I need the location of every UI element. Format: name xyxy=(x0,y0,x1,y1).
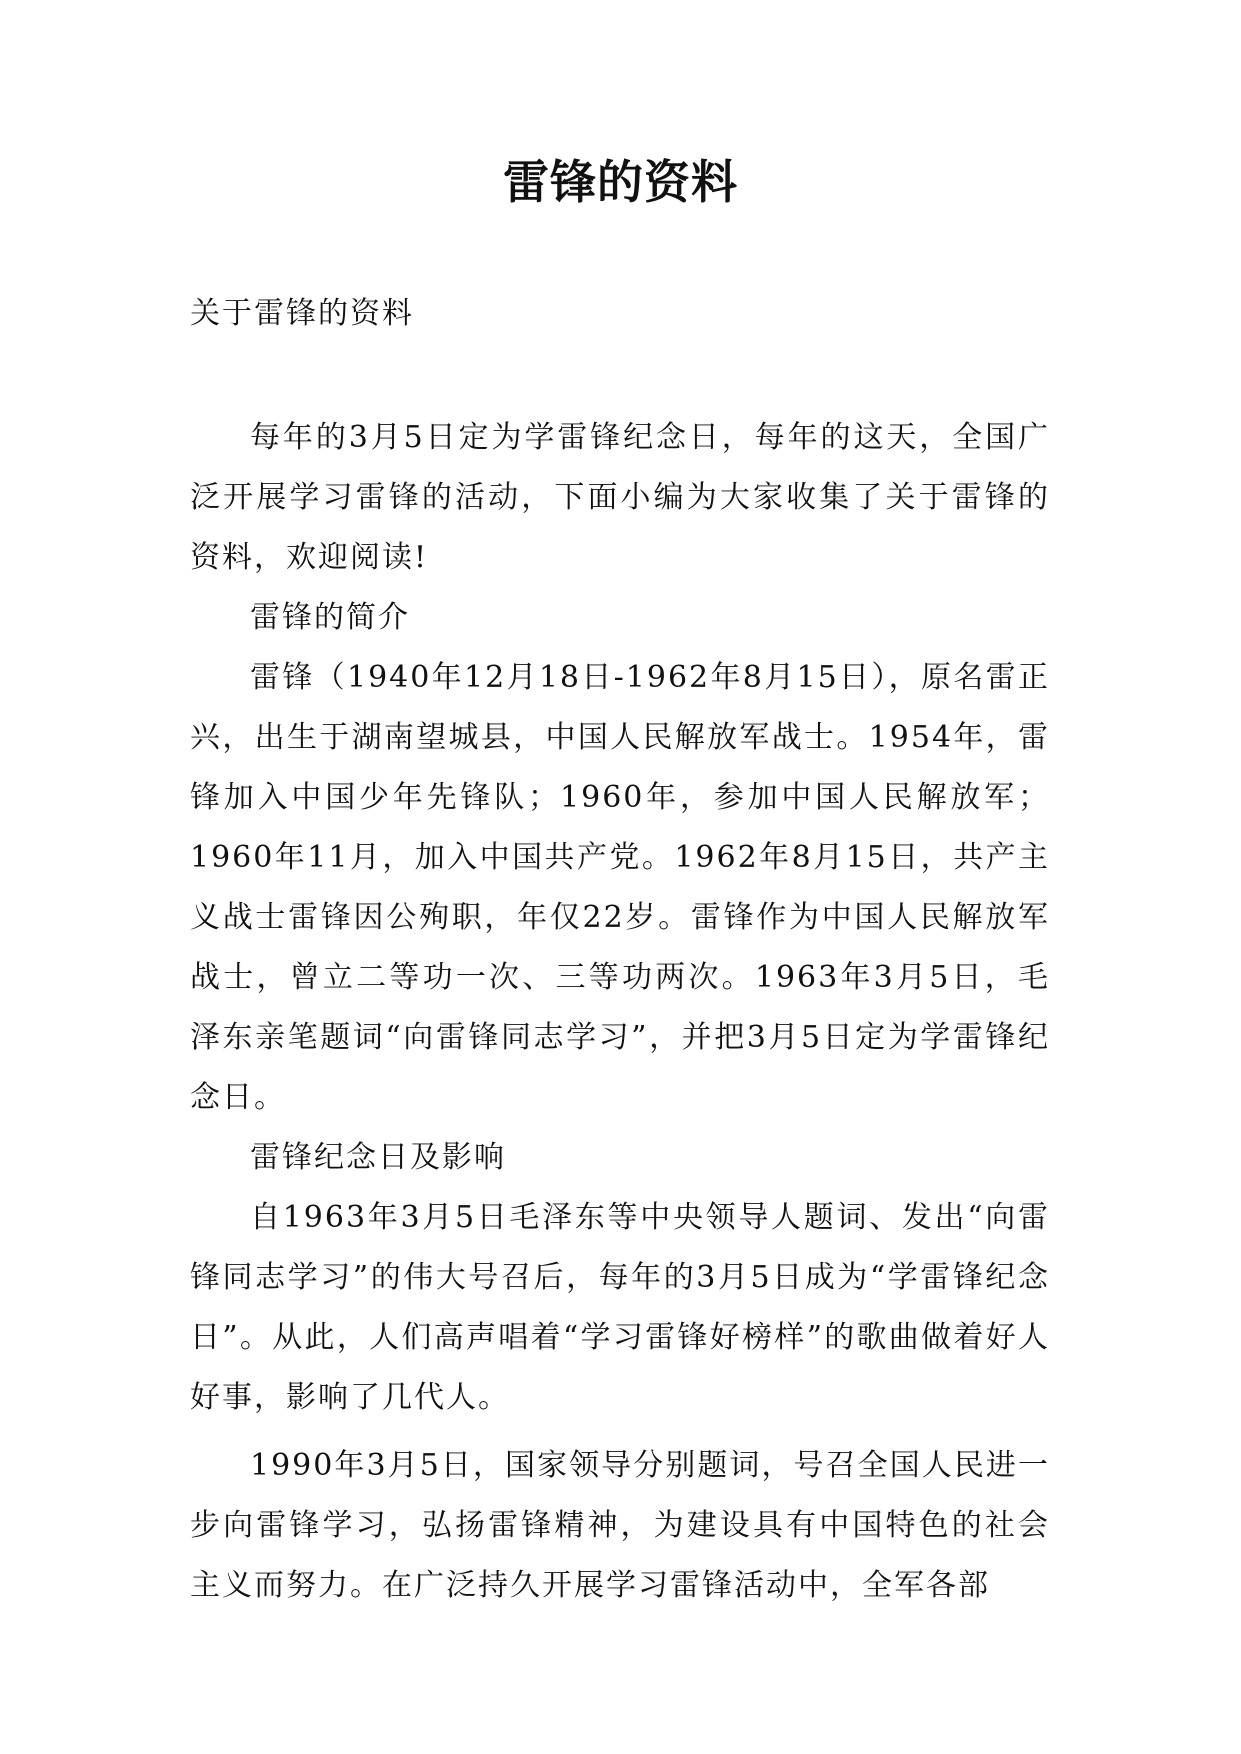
memorial-day-paragraph: 自1963年3月5日毛泽东等中央领导人题词、发出“向雷锋同志学习”的伟大号召后，每年的3月5日成为“学雷锋纪念日”。从此，人们高声唱着“学习雷锋好榜样”的歌曲做着好人好事，影响了几代人。 xyxy=(190,1200,1050,1415)
influence-paragraph: 1990年3月5日，国家领导分别题词，号召全国人民进一步向雷锋学习，弘扬雷锋精神，为建设具有中国特色的社会主义而努力。在广泛持久开展学习雷锋活动中，全军各部 xyxy=(190,1448,1050,1603)
section-heading-intro: 雷锋的简介 xyxy=(250,600,410,635)
document-body xyxy=(190,408,1050,1616)
document-subtitle: 关于雷锋的资料 xyxy=(190,296,414,331)
document-title: 雷锋的资料 xyxy=(503,155,738,209)
section-heading-memorial-day: 雷锋纪念日及影响 xyxy=(250,1140,506,1175)
intro-paragraph: 每年的3月5日定为学雷锋纪念日，每年的这天，全国广泛开展学习雷锋的活动，下面小编为大家收集了关于雷锋的资料，欢迎阅读! xyxy=(190,420,1050,575)
biography-paragraph: 雷锋（1940年12月18日-1962年8月15日），原名雷正兴，出生于湖南望城县，中国人民解放军战士。1954年，雷锋加入中国少年先锋队；1960年，参加中国人民解放军；1960年11月，加入中国共产党。1962年8月15日，共产主义战士雷锋因公殉职，年仅22岁。雷锋作为中国人民解放军战士，曾立二等功一次、三等功两次。1963年3月5日，毛泽东亲笔题词“向雷锋同志学习”，并把3月5日定为学雷锋纪念日。 xyxy=(190,660,1050,1115)
